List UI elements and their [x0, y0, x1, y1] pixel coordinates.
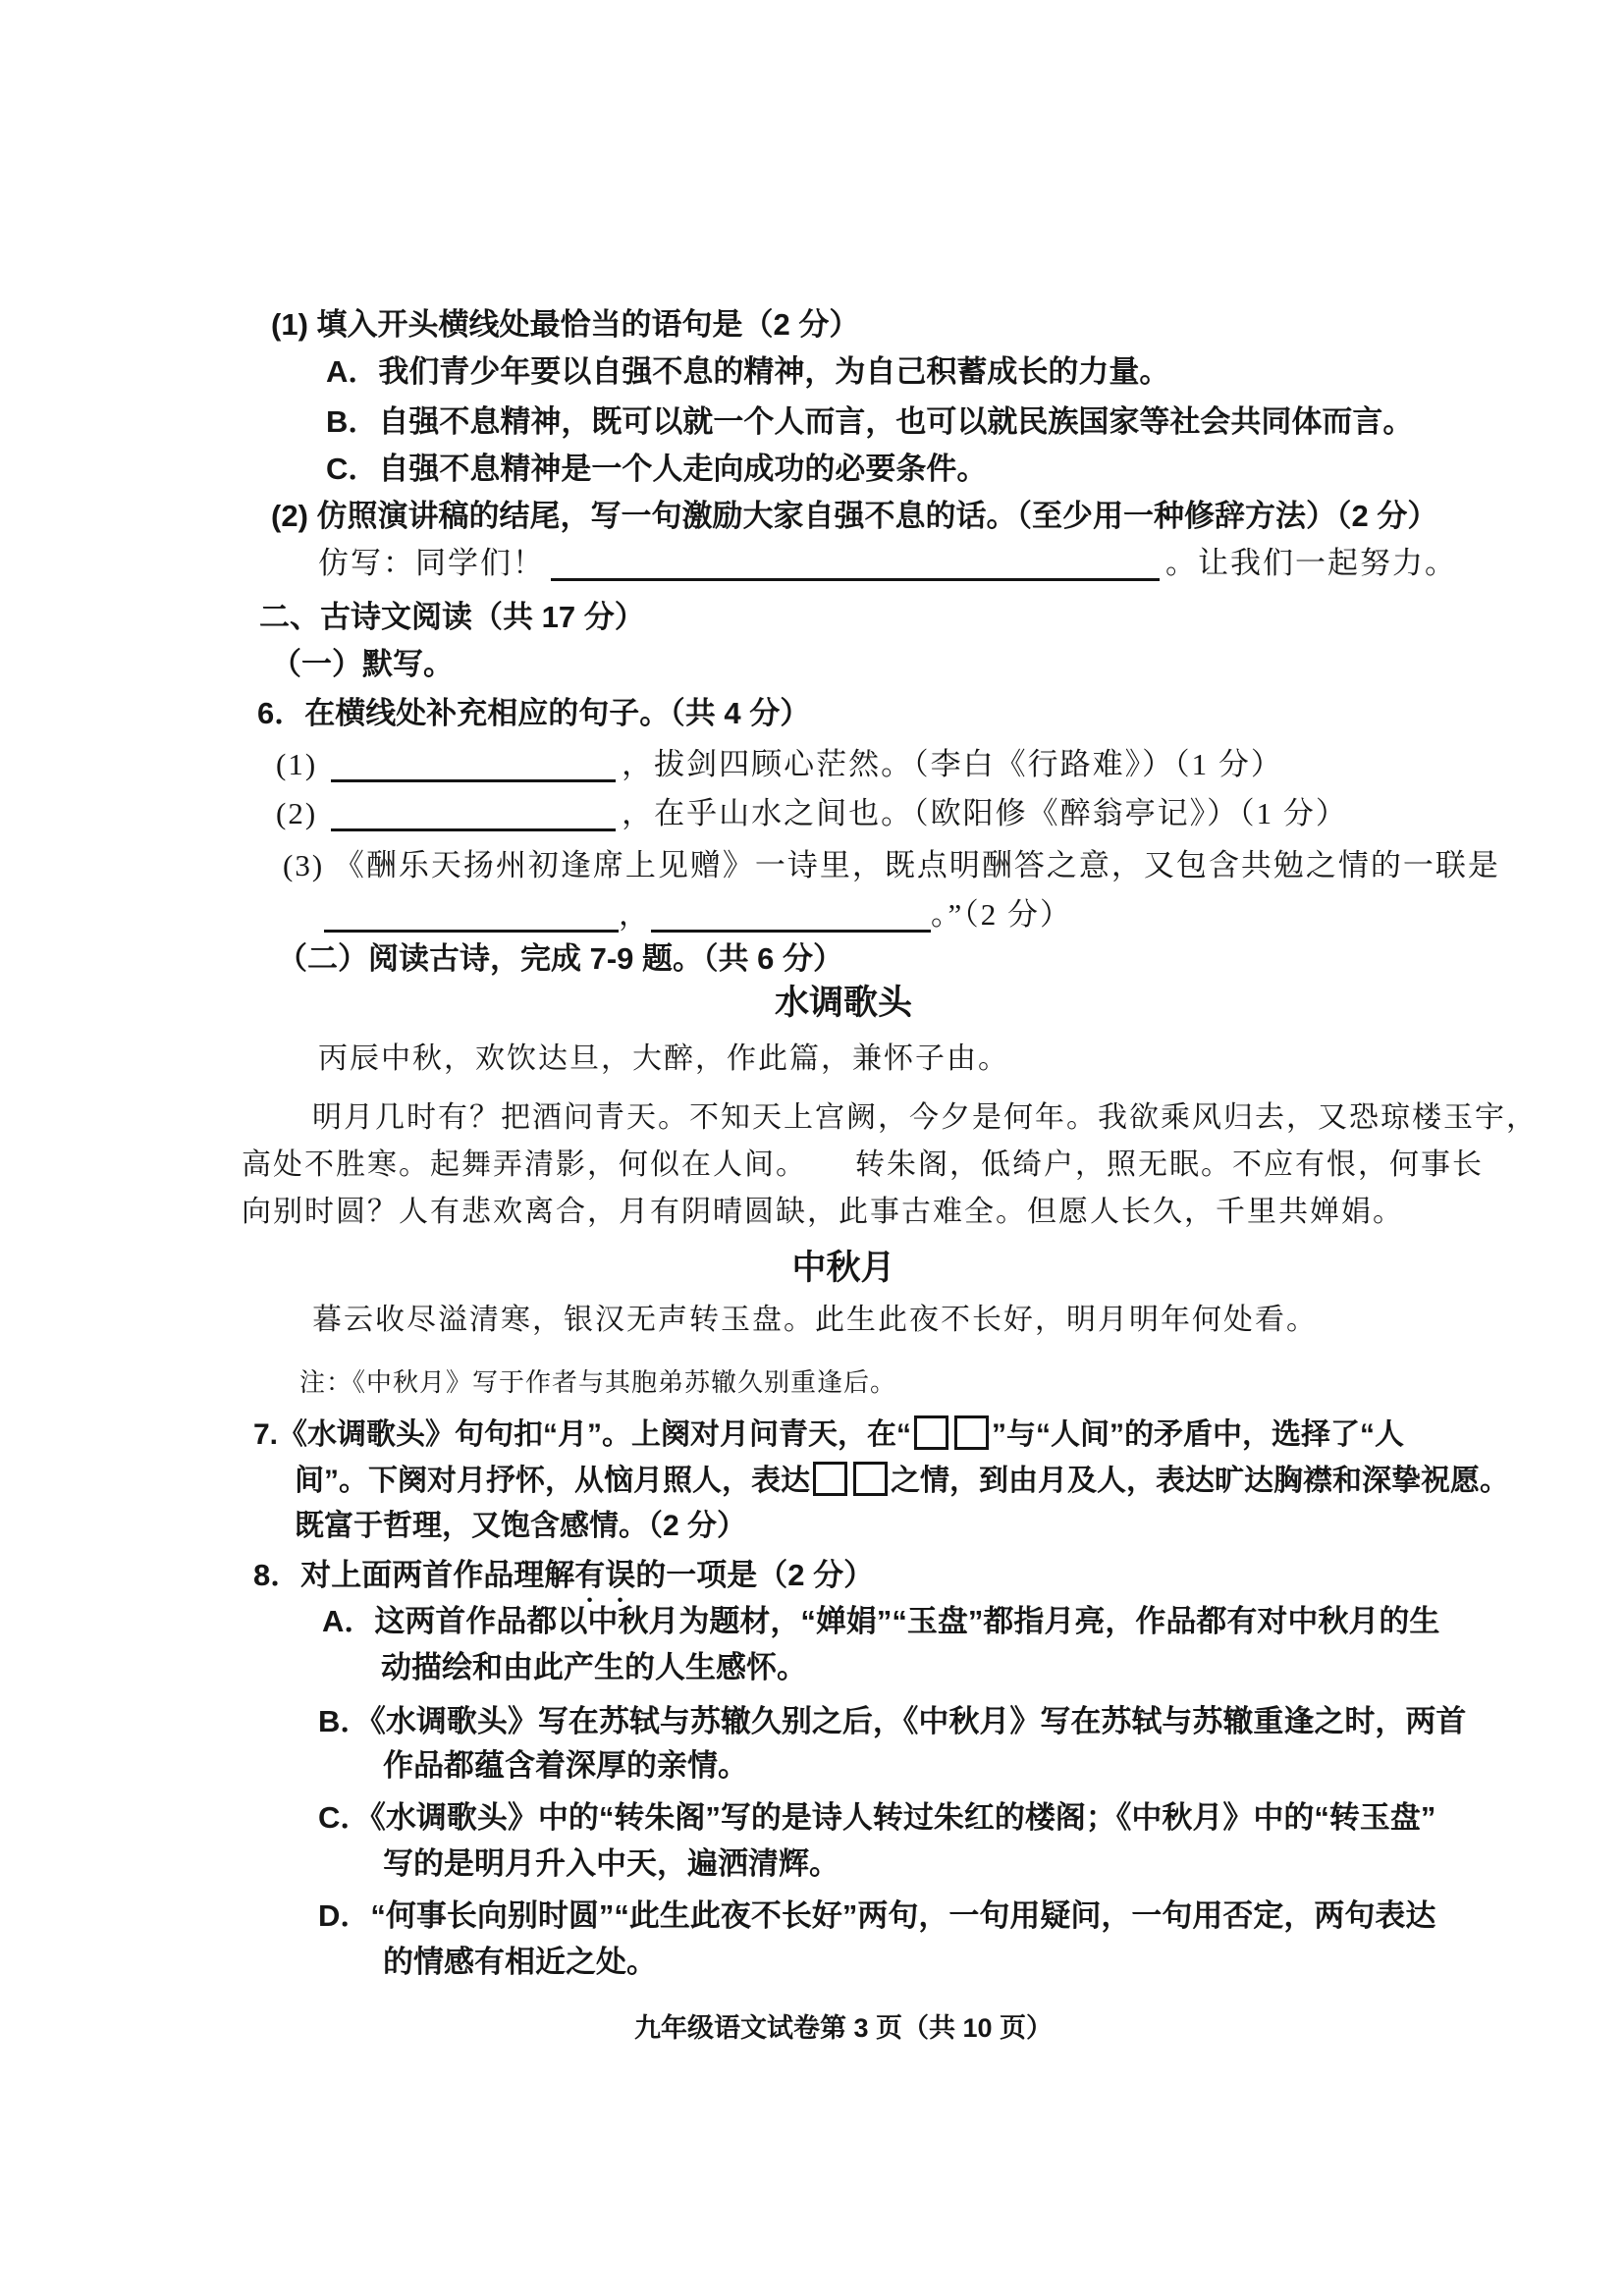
q8-emphasized-term: 有误 — [574, 1558, 636, 1592]
q6-item-3-line1 — [283, 844, 1500, 887]
subsection-2-heading: （二）阅读古诗，完成 7-9 题。（共 6 分） — [277, 941, 843, 976]
q1-option-c: C．自强不息精神是一个人走向成功的必要条件。 — [326, 452, 988, 486]
q6-item-3-end: 。”（2 分） — [931, 897, 1073, 932]
q6-prompt: 6．在横线处补充相应的句子。（共 4 分） — [257, 696, 811, 730]
q6-item-3-comma: ， — [619, 897, 651, 932]
q8-option-d-line2: 的情感有相近之处。 — [383, 1945, 657, 1979]
poem2-line-1: 暮云收尽溢清寒，银汉无声转玉盘。此生此夜不长好，明月明年何处看。 — [312, 1304, 1318, 1336]
answer-box — [813, 1462, 847, 1496]
section-heading: 二、古诗文阅读（共 17 分） — [259, 600, 645, 634]
q7-line-1 — [253, 1414, 1404, 1457]
q7-line-1-text-a: 7.《水调歌头》句句扣“月”。上阕对月问青天，在“ — [253, 1418, 912, 1451]
answer-box — [914, 1415, 948, 1450]
q6-item-3-label: (3) — [283, 848, 325, 882]
q2-answer-line — [318, 542, 1457, 585]
q6-item-2-label: (2) — [276, 796, 318, 830]
q6-item-3-text: 《酬乐天扬州初逢席上见赠》一诗里，既点明酬答之意，又包含共勉之情的一联是 — [333, 848, 1500, 882]
q2-prompt: (2) 仿照演讲稿的结尾，写一句激励大家自强不息的话。（至少用一种修辞方法）（2 分） — [271, 499, 1438, 533]
q7-line-1-text-b: ”与“人间”的矛盾中，选择了“人 — [992, 1418, 1405, 1451]
q8-option-c-line2: 写的是明月升入中天，遍洒清辉。 — [383, 1846, 839, 1881]
answer-box — [853, 1462, 888, 1496]
answer-blank — [331, 799, 616, 831]
q6-item-1-label: (1) — [276, 747, 318, 781]
q8-option-b-line1: B．《水调歌头》写在苏轼与苏辙久别之后，《中秋月》写在苏轼与苏辙重逢之时，两首 — [318, 1704, 1467, 1738]
subsection-1-heading: （一）默写。 — [271, 647, 454, 681]
q7-line-2-text-a: 间”。下阕对月抒怀，从恼月照人，表达 — [295, 1465, 810, 1497]
q1-option-a: A．我们青少年要以自强不息的精神，为自己积蓄成长的力量。 — [326, 354, 1170, 389]
q8-prompt-pre: 8．对上面两首作品理解 — [253, 1558, 575, 1592]
page-footer: 九年级语文试卷第 3 页（共 10 页） — [633, 2013, 1054, 2043]
answer-blank — [331, 750, 616, 782]
poem2-title: 中秋月 — [791, 1249, 895, 1287]
q2-answer-prefix: 仿写：同学们！ — [318, 546, 545, 580]
q8-option-d-line1: D．“何事长向别时圆”“此生此夜不长好”两句，一句用疑问，一句用否定，两句表达 — [318, 1898, 1436, 1933]
answer-blank — [324, 900, 619, 933]
poem1-line-3: 向别时圆？人有悲欢离合，月有阴晴圆缺，此事古难全。但愿人长久，千里共婵娟。 — [242, 1196, 1404, 1228]
q7-line-2-text-b: 之情，到由月及人，表达旷达胸襟和深挚祝愿。 — [891, 1465, 1509, 1497]
answer-box — [954, 1415, 989, 1450]
q1-option-b: B．自强不息精神，既可以就一个人而言，也可以就民族国家等社会共同体而言。 — [326, 404, 1414, 439]
q8-prompt-post: 的一项是（2 分） — [635, 1558, 875, 1592]
q7-line-3: 既富于哲理，又饱含感情。（2 分） — [295, 1510, 747, 1542]
q6-item-1-text: ，拔剑四顾心茫然。（李白《行路难》）（1 分） — [622, 747, 1283, 781]
q8-option-a-line2: 动描绘和由此产生的人生感怀。 — [381, 1650, 807, 1684]
q2-answer-suffix: 。让我们一起努力。 — [1165, 546, 1457, 580]
q6-item-3-line2 — [324, 893, 1072, 936]
poem1-line-2: 高处不胜寒。起舞弄清影，何似在人间。 转朱阁，低绮户，照无眠。不应有恨，何事长 — [242, 1148, 1484, 1181]
q1-prompt: (1) 填入开头横线处最恰当的语句是（2 分） — [271, 307, 860, 342]
answer-blank — [551, 549, 1160, 581]
q8-option-c-line1: C．《水调歌头》中的“转朱阁”写的是诗人转过朱红的楼阁；《中秋月》中的“转玉盘” — [318, 1800, 1436, 1835]
q7-line-2 — [295, 1460, 1509, 1503]
q8-option-b-line2: 作品都蕴含着深厚的亲情。 — [383, 1748, 748, 1783]
q6-item-1 — [276, 743, 1283, 786]
q6-item-2-text: ，在乎山水之间也。（欧阳修《醉翁亭记》）（1 分） — [622, 796, 1348, 830]
poem1-preface: 丙辰中秋，欢饮达旦，大醉，作此篇，兼怀子由。 — [318, 1042, 1009, 1075]
poem1-title: 水调歌头 — [774, 984, 912, 1022]
answer-blank — [651, 900, 931, 933]
poem1-line-1: 明月几时有？把酒问青天。不知天上宫阙，今夕是何年。我欲乘风归去，又恐琼楼玉宇， — [312, 1101, 1538, 1134]
q8-option-a-line1: A．这两首作品都以中秋月为题材，“婵娟”“玉盘”都指月亮，作品都有对中秋月的生 — [322, 1604, 1440, 1638]
poem-note: 注：《中秋月》写于作者与其胞弟苏辙久别重逢后。 — [299, 1368, 897, 1397]
q6-item-2 — [276, 792, 1348, 835]
